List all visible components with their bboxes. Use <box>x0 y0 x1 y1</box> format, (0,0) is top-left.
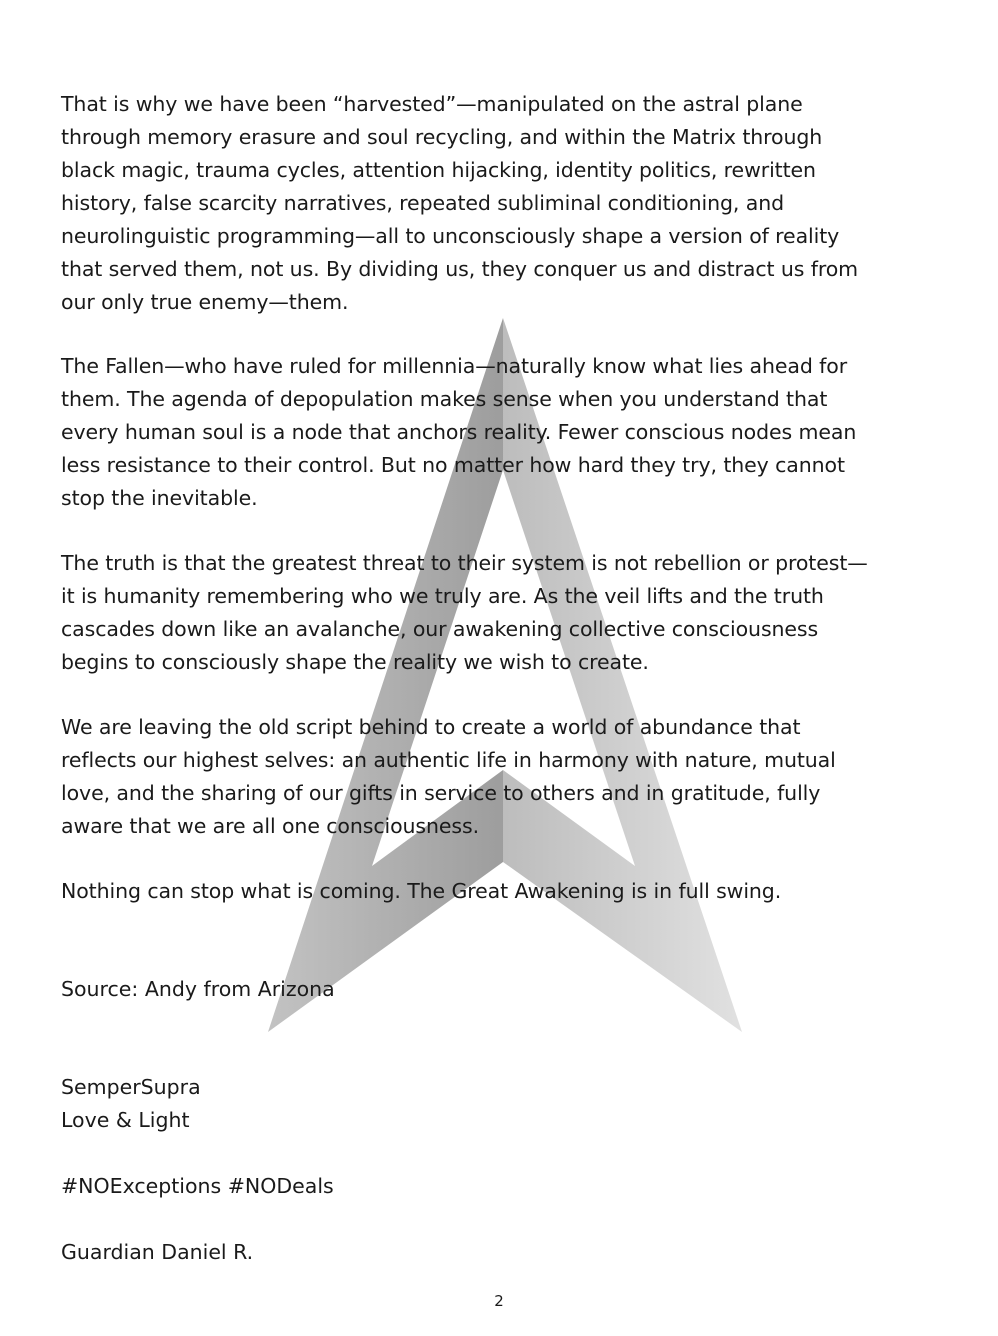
signature-name: SemperSupra <box>61 1075 201 1099</box>
author-line: Guardian Daniel R. <box>61 1240 254 1264</box>
paragraph-the-truth: The truth is that the greatest threat to their system is not rebellion or protest— it is humanity remembering who we truly are. As the veil lifts and the truth cascades down like an avalanche, our awakening collective consciousness begins to consciously shape the reality we wish to create. <box>61 551 868 674</box>
signature-tagline: Love & Light <box>61 1108 190 1132</box>
paragraph-leaving-old-script: We are leaving the old script behind to create a world of abundance that reflects our highest selves: an authentic life in harmony with nature, mutual love, and the sharing of our gifts in service to others and in gratitude, fully aware that we are all one consciousness. <box>61 715 836 838</box>
source-line: Source: Andy from Arizona <box>61 977 335 1001</box>
paragraph-harvested: That is why we have been “harvested”—manipulated on the astral plane through memory erasure and soul recycling, and within the Matrix through black magic, trauma cycles, attention hijacking, identity politics, rewritten history, false scarcity narratives, repeated subliminal conditioning, and neurolinguistic programming—all to unconsciously shape a version of reality that served them, not us. By dividing us, they conquer us and distract us from our only true enemy—them. <box>61 92 859 314</box>
page-number: 2 <box>494 1292 504 1310</box>
hashtags: #NOExceptions #NODeals <box>61 1174 334 1198</box>
paragraph-the-fallen: The Fallen—who have ruled for millennia—naturally know what lies ahead for them. The agenda of depopulation makes sense when you understand that every human soul is a node that anchors reality. Fewer conscious nodes mean less resistance to their control. But no matter how hard they try, they cannot stop the inevitable. <box>61 354 857 510</box>
paragraph-great-awakening: Nothing can stop what is coming. The Great Awakening is in full swing. <box>61 879 782 903</box>
